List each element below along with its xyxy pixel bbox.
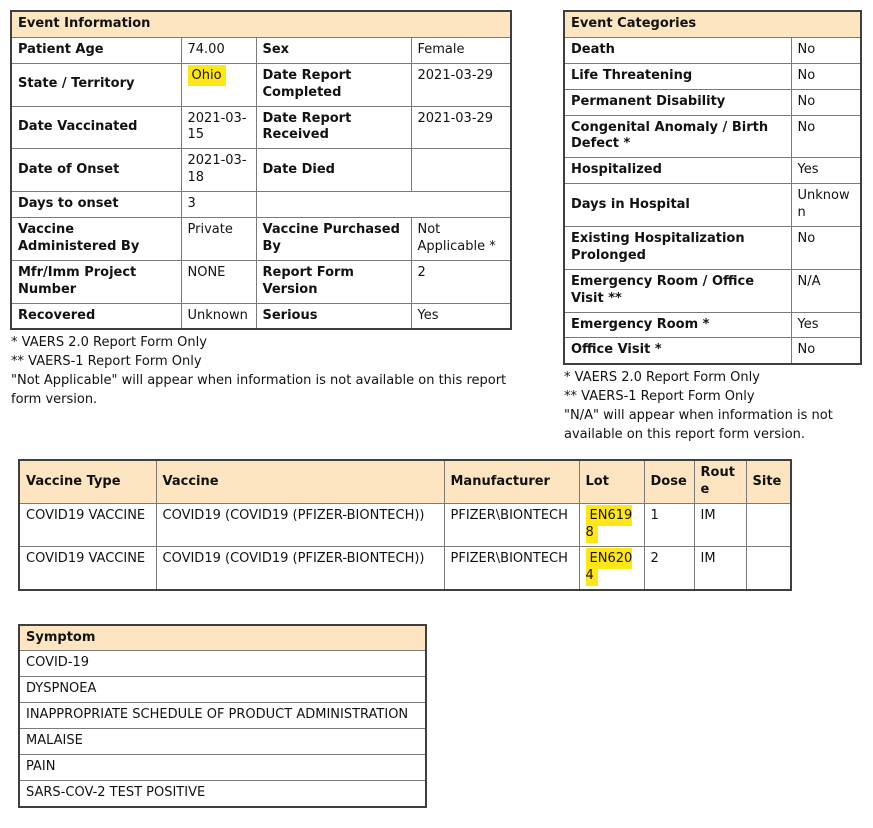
symptom-cell: SARS-COV-2 TEST POSITIVE [19,780,426,806]
table-row [11,218,511,261]
category-label: Office Visit * [564,338,791,364]
table-row [564,269,861,312]
table-row [564,158,861,184]
symptom-cell: PAIN [19,755,426,781]
symptom-row [19,729,426,755]
symptom-column-header: Symptom [19,625,426,651]
site-cell [746,504,791,547]
manufacturer-cell: PFIZER\BIONTECH [444,504,579,547]
event-information-footnotes [11,334,510,410]
column-header: Lot [579,460,644,503]
symptom-cell: INAPPROPRIATE SCHEDULE OF PRODUCT ADMINISTRATION [19,703,426,729]
table-row [564,184,861,227]
category-value: No [791,115,861,158]
column-header: Vaccine [156,460,444,503]
event-information-title: Event Information [11,11,511,37]
field-value: 74.00 [181,37,256,63]
route-cell: IM [694,546,746,589]
site-cell [746,546,791,589]
vaccine-type-cell: COVID19 VACCINE [19,546,156,589]
field-value: Yes [411,303,511,329]
footnote-line: * VAERS 2.0 Report Form Only [11,335,207,351]
table-row [11,149,511,192]
search-highlight: Ohio [188,65,226,86]
category-label: Emergency Room * [564,312,791,338]
category-value: N/A [791,269,861,312]
vaccine-row [19,546,791,589]
lot-cell [579,504,644,547]
footnote-line: ** VAERS-1 Report Form Only [564,389,755,405]
field-label: Mfr/Imm Project Number [11,260,181,303]
search-highlight: EN6204 [586,548,633,586]
table-row [11,260,511,303]
table-row [564,37,861,63]
event-categories-table [563,10,862,365]
category-value: Yes [791,158,861,184]
category-label: Death [564,37,791,63]
table-row [11,303,511,329]
table-row [564,63,861,89]
field-label: Days to onset [11,192,181,218]
footnote-line: ** VAERS-1 Report Form Only [11,354,202,370]
category-value: No [791,227,861,270]
manufacturer-cell: PFIZER\BIONTECH [444,546,579,589]
symptom-cell: MALAISE [19,729,426,755]
category-value: No [791,89,861,115]
vaccines-header-row [19,460,791,503]
field-value [181,63,256,106]
symptom-row [19,755,426,781]
field-label: Report Form Version [256,260,411,303]
symptom-row [19,677,426,703]
field-value: 2 [411,260,511,303]
footnote-line: "N/A" will appear when information is not available on this report form version. [564,408,833,443]
field-label: Recovered [11,303,181,329]
field-value: Not Applicable * [411,218,511,261]
column-header: Manufacturer [444,460,579,503]
table-row [564,89,861,115]
vaccines-table [18,459,792,590]
dose-cell: 2 [644,546,694,589]
category-label: Congenital Anomaly / Birth Defect * [564,115,791,158]
vaccine-row [19,504,791,547]
field-label: Date Report Received [256,106,411,149]
event-information-panel [10,10,510,410]
field-value: Unknown [181,303,256,329]
category-label: Emergency Room / Office Visit ** [564,269,791,312]
field-value [256,192,511,218]
table-row [11,192,511,218]
field-value [411,149,511,192]
category-label: Life Threatening [564,63,791,89]
field-value: 2021-03-29 [411,63,511,106]
route-cell: IM [694,504,746,547]
category-value: No [791,63,861,89]
field-label: Date Report Completed [256,63,411,106]
table-row [11,37,511,63]
column-header: Vaccine Type [19,460,156,503]
field-label: Date Died [256,149,411,192]
field-value: 2021-03-29 [411,106,511,149]
table-row [564,312,861,338]
field-value: Private [181,218,256,261]
symptom-row [19,780,426,806]
event-information-table [10,10,512,330]
category-value: No [791,37,861,63]
table-row [564,115,861,158]
field-value: 2021-03-15 [181,106,256,149]
search-highlight: EN6198 [586,505,633,543]
footnote-line: * VAERS 2.0 Report Form Only [564,370,760,386]
event-categories-footnotes [564,369,860,445]
category-label: Existing Hospitalization Prolonged [564,227,791,270]
field-label: State / Territory [11,63,181,106]
category-value: No [791,338,861,364]
event-categories-panel [563,10,860,445]
field-value: 3 [181,192,256,218]
category-label: Permanent Disability [564,89,791,115]
column-header: Dose [644,460,694,503]
table-row [11,63,511,106]
field-label: Serious [256,303,411,329]
category-value: Yes [791,312,861,338]
panel-title-row [564,11,861,37]
column-header: Site [746,460,791,503]
lot-cell [579,546,644,589]
panel-title-row [11,11,511,37]
field-value: Female [411,37,511,63]
field-label: Vaccine Purchased By [256,218,411,261]
field-value: 2021-03-18 [181,149,256,192]
field-label: Patient Age [11,37,181,63]
symptom-cell: DYSPNOEA [19,677,426,703]
field-value: NONE [181,260,256,303]
field-label: Date of Onset [11,149,181,192]
vaccine-cell: COVID19 (COVID19 (PFIZER-BIONTECH)) [156,504,444,547]
footnote-line: "Not Applicable" will appear when information is not available on this report form version. [11,373,507,408]
top-section [10,10,873,445]
category-label: Days in Hospital [564,184,791,227]
column-header: Route [694,460,746,503]
symptoms-table [18,624,427,808]
vaccine-type-cell: COVID19 VACCINE [19,504,156,547]
table-row [564,227,861,270]
symptom-cell: COVID-19 [19,651,426,677]
field-label: Sex [256,37,411,63]
field-label: Vaccine Administered By [11,218,181,261]
event-categories-title: Event Categories [564,11,861,37]
dose-cell: 1 [644,504,694,547]
symptom-row [19,703,426,729]
symptoms-header-row [19,625,426,651]
symptom-row [19,651,426,677]
vaccine-cell: COVID19 (COVID19 (PFIZER-BIONTECH)) [156,546,444,589]
field-label: Date Vaccinated [11,106,181,149]
table-row [564,338,861,364]
category-value: Unknown [791,184,861,227]
table-row [11,106,511,149]
category-label: Hospitalized [564,158,791,184]
